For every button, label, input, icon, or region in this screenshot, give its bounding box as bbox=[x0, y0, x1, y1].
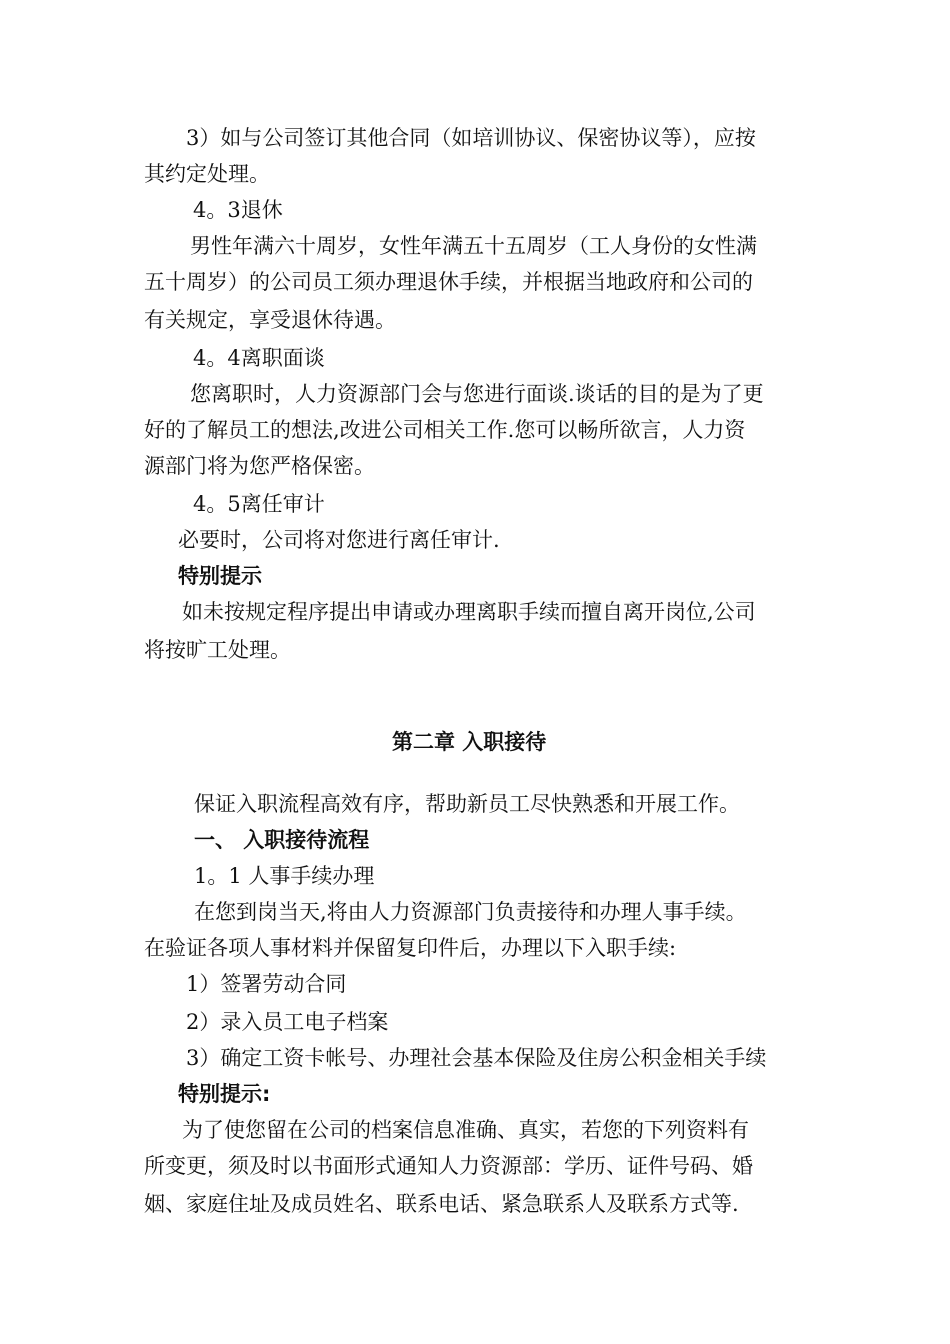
paragraph-line: 好的了解员工的想法,改进公司相关工作.您可以畅所欲言，人力资 bbox=[144, 418, 746, 442]
paragraph-line: 源部门将为您严格保密。 bbox=[144, 454, 375, 478]
list-item: 3）确定工资卡帐号、办理社会基本保险及住房公积金相关手续 bbox=[186, 1046, 767, 1070]
paragraph-line: 为了使您留在公司的档案信息准确、真实，若您的下列资料有 bbox=[182, 1118, 749, 1142]
section-heading: 1。1 人事手续办理 bbox=[194, 864, 375, 888]
paragraph-line: 3）如与公司签订其他合同（如培训协议、保密协议等），应按 bbox=[186, 126, 756, 150]
paragraph-line: 有关规定，享受退休待遇。 bbox=[144, 308, 396, 332]
paragraph-line: 在验证各项人事材料并保留复印件后，办理以下入职手续: bbox=[144, 936, 677, 960]
paragraph-line: 男性年满六十周岁，女性年满五十五周岁（工人身份的女性满 bbox=[190, 234, 757, 258]
paragraph-line: 将按旷工处理。 bbox=[144, 638, 291, 662]
paragraph-line: 保证入职流程高效有序，帮助新员工尽快熟悉和开展工作。 bbox=[194, 792, 740, 816]
list-item: 2）录入员工电子档案 bbox=[186, 1010, 389, 1034]
paragraph-line: 姻、家庭住址及成员姓名、联系电话、紧急联系人及联系方式等. bbox=[144, 1192, 739, 1216]
chapter-title: 第二章 入职接待 bbox=[392, 730, 547, 754]
section-heading: 4。3退休 bbox=[193, 198, 283, 222]
section-heading: 4。5离任审计 bbox=[193, 492, 325, 516]
paragraph-line: 必要时，公司将对您进行离任审计. bbox=[178, 528, 500, 552]
paragraph-line: 五十周岁）的公司员工须办理退休手续，并根据当地政府和公司的 bbox=[144, 270, 753, 294]
section-heading: 一、 入职接待流程 bbox=[194, 828, 370, 852]
paragraph-line: 在您到岗当天,将由人力资源部门负责接待和办理人事手续。 bbox=[194, 900, 747, 924]
paragraph-line: 其约定处理。 bbox=[144, 162, 270, 186]
special-note-heading: 特别提示 bbox=[178, 564, 262, 588]
paragraph-line: 所变更，须及时以书面形式通知人力资源部：学历、证件号码、婚 bbox=[144, 1154, 753, 1178]
list-item: 1）签署劳动合同 bbox=[186, 972, 347, 996]
paragraph-line: 您离职时，人力资源部门会与您进行面谈.谈话的目的是为了更 bbox=[190, 382, 764, 406]
section-heading: 4。4离职面谈 bbox=[193, 346, 325, 370]
special-note-heading: 特别提示: bbox=[178, 1082, 271, 1106]
paragraph-line: 如未按规定程序提出申请或办理离职手续而擅自离开岗位,公司 bbox=[182, 600, 756, 624]
